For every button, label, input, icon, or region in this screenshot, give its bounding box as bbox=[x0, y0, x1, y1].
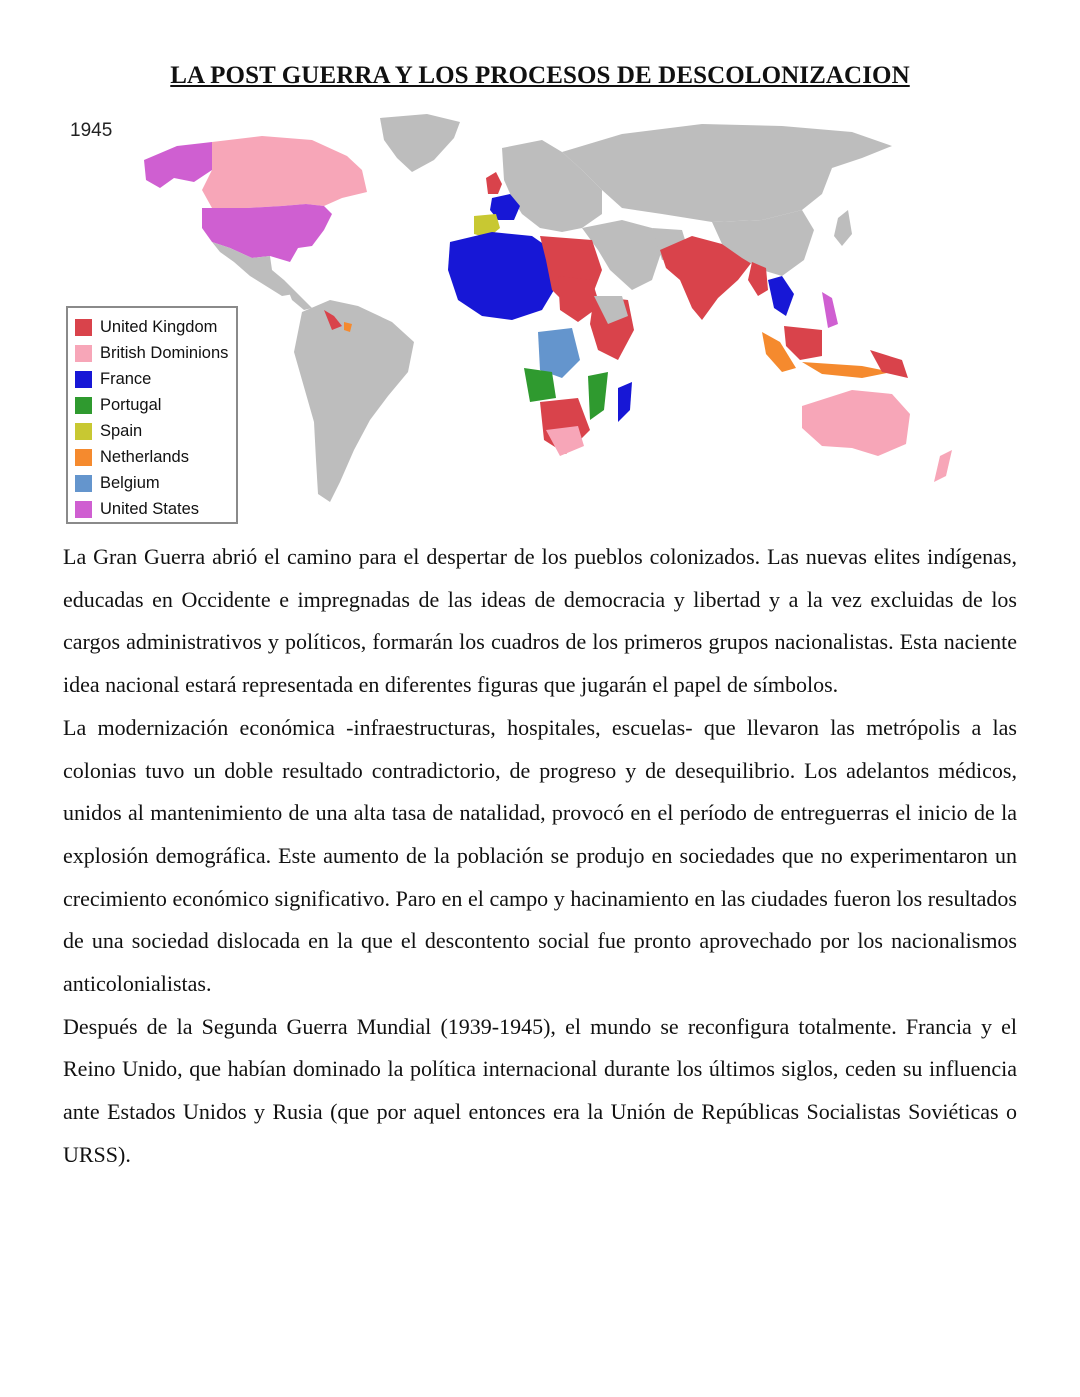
legend-label: United Kingdom bbox=[100, 317, 218, 336]
map-russia bbox=[562, 124, 892, 222]
legend-swatch bbox=[75, 371, 92, 388]
map-angola bbox=[524, 368, 556, 402]
legend-label: France bbox=[100, 369, 152, 388]
legend-item bbox=[68, 340, 236, 366]
map-mozambique bbox=[588, 372, 608, 420]
map-greenland bbox=[380, 114, 460, 172]
map-philippines bbox=[822, 292, 838, 328]
legend-label: Netherlands bbox=[100, 447, 189, 466]
paragraph: La Gran Guerra abrió el camino para el despertar de los pueblos colonizados. Las nuevas elites indígenas, educadas en Occidente e impregnadas de las ideas de democracia y libertad y a la vez excluidas de los cargos administrativos y políticos, formarán los cuadros de los primeros grupos nacionalistas. Esta naciente idea nacional estará representada en diferentes figuras que jugarán el papel de símbolos. bbox=[63, 544, 1017, 698]
legend-item bbox=[68, 444, 236, 470]
legend-item bbox=[68, 470, 236, 496]
legend-swatch bbox=[75, 397, 92, 414]
legend-label: Spain bbox=[100, 421, 143, 440]
map-canada bbox=[202, 136, 367, 208]
map-alaska bbox=[144, 142, 212, 188]
legend-item bbox=[68, 496, 236, 522]
map-malaya-borneo bbox=[784, 326, 822, 360]
legend-swatch bbox=[75, 423, 92, 440]
legend-item bbox=[68, 314, 236, 340]
legend-swatch bbox=[75, 319, 92, 336]
legend-label: Portugal bbox=[100, 395, 162, 414]
legend-label: Belgium bbox=[100, 473, 160, 492]
paragraph: Después de la Segunda Guerra Mundial (1939-1945), el mundo se reconfigura totalmente. Francia y el Reino Unido, que habían dominado la política internacional durante los últimos siglos, ceden su influencia ante Estados Unidos y Rusia (que por aquel entonces era la Unión de Repúblicas Socialistas Soviéticas o URSS). bbox=[63, 1013, 1017, 1167]
legend-swatch bbox=[75, 449, 92, 466]
map-belgian-congo bbox=[538, 328, 580, 378]
map-legend bbox=[66, 306, 238, 524]
map-japan bbox=[834, 210, 852, 246]
map-uk bbox=[486, 172, 502, 194]
legend-label: British Dominions bbox=[100, 343, 229, 362]
map-year-label: 1945 bbox=[70, 120, 113, 141]
legend-swatch bbox=[75, 501, 92, 518]
legend-swatch bbox=[75, 345, 92, 362]
paragraph: La modernización económica -infraestructuras, hospitales, escuelas- que llevaron las metrópolis a las colonias tuvo un doble resultado contradictorio, de progreso y de desequilibrio. Los adelantos médicos, unidos al mantenimiento de una alta tasa de natalidad, provocó en el período de entreguerras el inicio de la explosión demográfica. Este aumento de la población se produjo en sociedades que no experimentaron un crecimiento económico significativo. Paro en el campo y hacinamiento en las ciudades fueron los resultados de una sociedad dislocada en la que el descontento social fue pronto aprovechado por los nacionalismos anticolonialistas. bbox=[63, 714, 1017, 997]
map-madagascar bbox=[618, 382, 632, 422]
world-map-1945 bbox=[62, 110, 1022, 530]
map-central-america bbox=[284, 280, 312, 310]
legend-label: United States bbox=[100, 499, 200, 518]
legend-item bbox=[68, 366, 236, 392]
legend-swatch bbox=[75, 475, 92, 492]
document-title: LA POST GUERRA Y LOS PROCESOS DE DESCOLONIZACION bbox=[170, 62, 910, 89]
map-south-america bbox=[294, 300, 414, 502]
legend-item bbox=[68, 418, 236, 444]
map-usa bbox=[202, 204, 332, 262]
body-text bbox=[63, 536, 1017, 1177]
legend-item bbox=[68, 392, 236, 418]
map-indochina bbox=[768, 276, 794, 316]
map-new-zealand bbox=[934, 450, 952, 482]
map-australia bbox=[802, 390, 910, 456]
